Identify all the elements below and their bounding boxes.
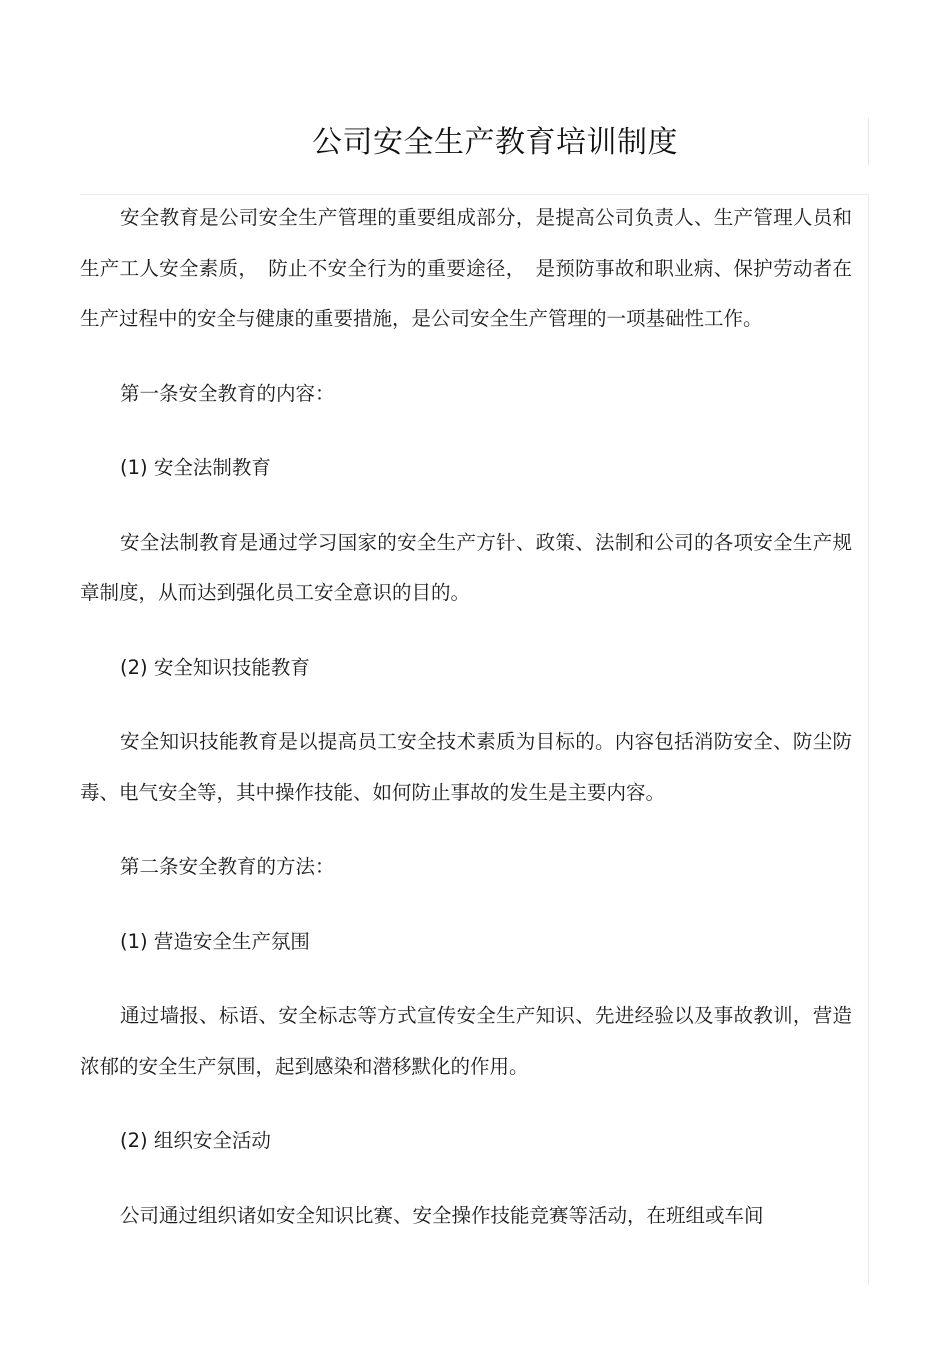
section-heading: (1) 营造安全生产氛围 <box>120 929 310 953</box>
section-heading: (2) 组织安全活动 <box>120 1129 271 1152</box>
section-heading: (1) 安全法制教育 <box>120 456 271 479</box>
paragraph-gap <box>80 1092 852 1116</box>
article-heading: 第一条安全教育的内容： <box>120 381 335 405</box>
right-margin-rule <box>868 195 869 1285</box>
paragraph-gap <box>80 893 852 917</box>
paragraph-gap <box>80 619 852 643</box>
paragraph-gap <box>80 967 852 991</box>
body-paragraph: 通过墙报、标语、安全标志等方式宣传安全生产知识、先进经验以及事故教训，营造浓郁的安全生产氛围，起到感染和潜移默化的作用。 <box>80 1004 852 1078</box>
body-paragraph: 公司通过组织诸如安全知识比赛、安全操作技能竞赛等活动，在班组或车间 <box>120 1203 764 1227</box>
paragraph-gap <box>80 1167 852 1191</box>
intro-paragraph: 安全教育是公司安全生产管理的重要组成部分，是提高公司负责人、生产管理人员和生产工人安全素质， 防止不安全行为的重要途径， 是预防事故和职业病、保护劳动者在生产过程中的安全与健康的重要措施，是公司安全生产管理的一项基础性工作。 <box>80 206 852 330</box>
section-heading: (2) 安全知识技能教育 <box>120 655 310 679</box>
document-title: 公司安全生产教育培训制度 <box>312 125 678 160</box>
article-heading: 第二条安全教育的方法： <box>120 855 335 878</box>
paragraph-gap <box>80 419 852 443</box>
document-body <box>80 193 852 1241</box>
paragraph-gap <box>80 345 852 369</box>
body-paragraph: 安全知识技能教育是以提高员工安全技术素质为目标的。内容包括消防安全、防尘防毒、电气安全等，其中操作技能、如何防止事故的发生是主要内容。 <box>80 730 852 804</box>
paragraph-gap <box>80 494 852 518</box>
paragraph-gap <box>80 818 852 842</box>
body-paragraph: 安全法制教育是通过学习国家的安全生产方针、政策、法制和公司的各项安全生产规章制度，从而达到强化员工安全意识的目的。 <box>80 530 852 604</box>
paragraph-gap <box>80 693 852 717</box>
